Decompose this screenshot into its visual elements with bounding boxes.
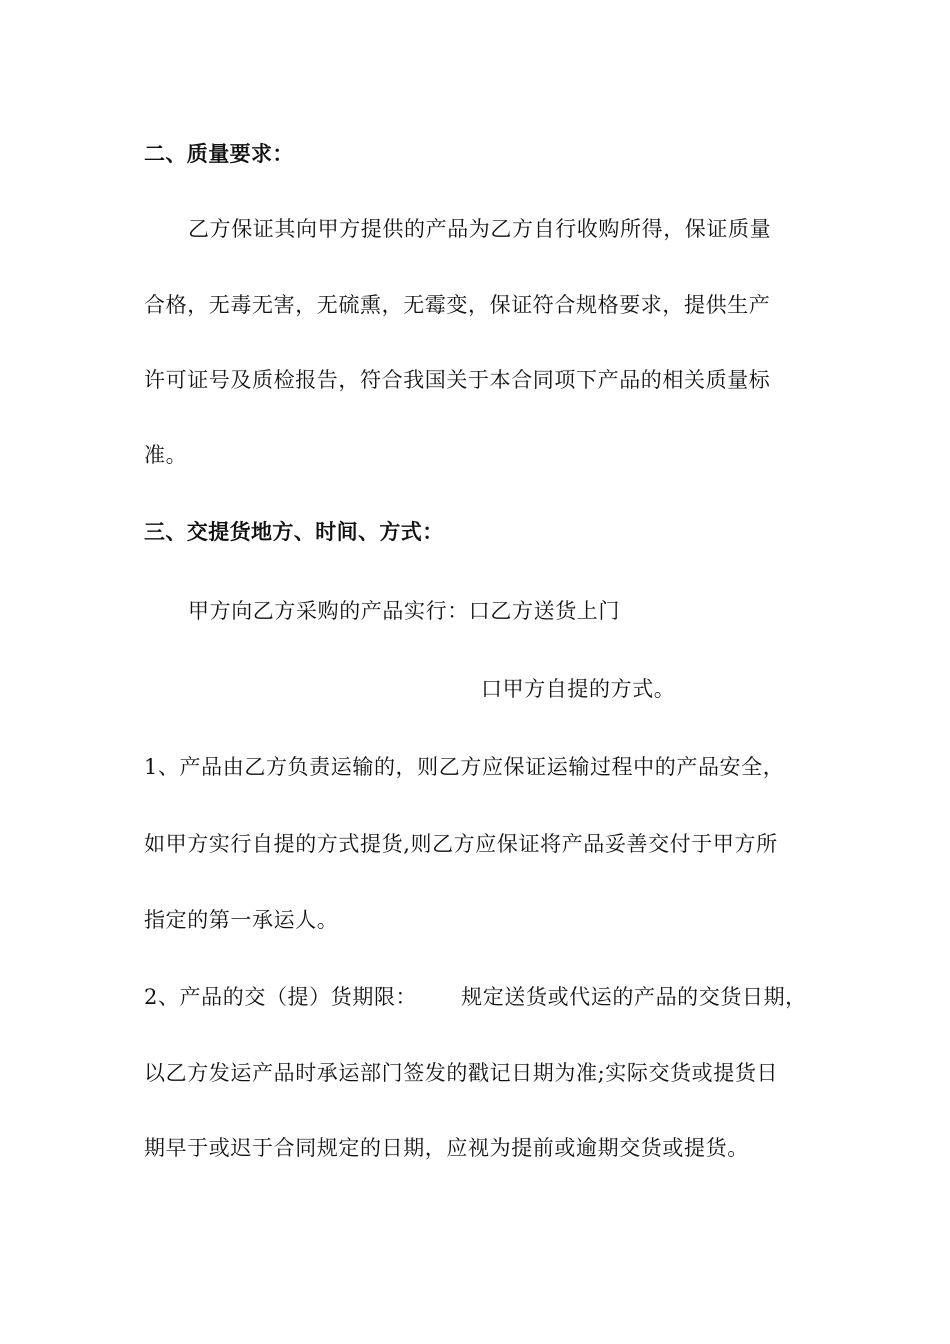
item-2-line: 期早于或迟于合同规定的日期，应视为提前或逾期交货或提货。 xyxy=(144,1136,749,1160)
section-3-heading: 三、交提货地方、时间、方式： xyxy=(144,520,444,544)
delivery-method-intro: 甲方向乙方采购的产品实行：口乙方送货上门 xyxy=(188,599,620,623)
section-2-heading: 二、质量要求： xyxy=(144,142,294,166)
section-2-paragraph-line: 准。 xyxy=(144,443,188,467)
item-1-line: 1、产品由乙方负责运输的，则乙方应保证运输过程中的产品安全， xyxy=(144,755,785,779)
section-2-paragraph-line: 合格，无毒无害，无硫熏，无霉变，保证符合规格要求，提供生产 xyxy=(144,293,771,317)
item-1-line: 如甲方实行自提的方式提货,则乙方应保证将产品妥善交付于甲方所 xyxy=(144,832,778,856)
delivery-method-option: 口甲方自提的方式。 xyxy=(481,677,676,701)
item-1-line: 指定的第一承运人。 xyxy=(144,908,339,932)
item-2-first-line-rest: 规定送货或代运的产品的交货日期， xyxy=(461,985,807,1009)
item-2-first-line xyxy=(144,983,807,1011)
section-2-paragraph-line: 乙方保证其向甲方提供的产品为乙方自行收购所得，保证质量 xyxy=(188,217,772,241)
section-2-paragraph-line: 许可证号及质检报告，符合我国关于本合同项下产品的相关质量标 xyxy=(144,368,771,392)
item-2-label: 2、产品的交（提）货期限： xyxy=(144,985,418,1009)
item-2-line: 以乙方发运产品时承运部门签发的戳记日期为准;实际交货或提货日 xyxy=(144,1061,779,1085)
